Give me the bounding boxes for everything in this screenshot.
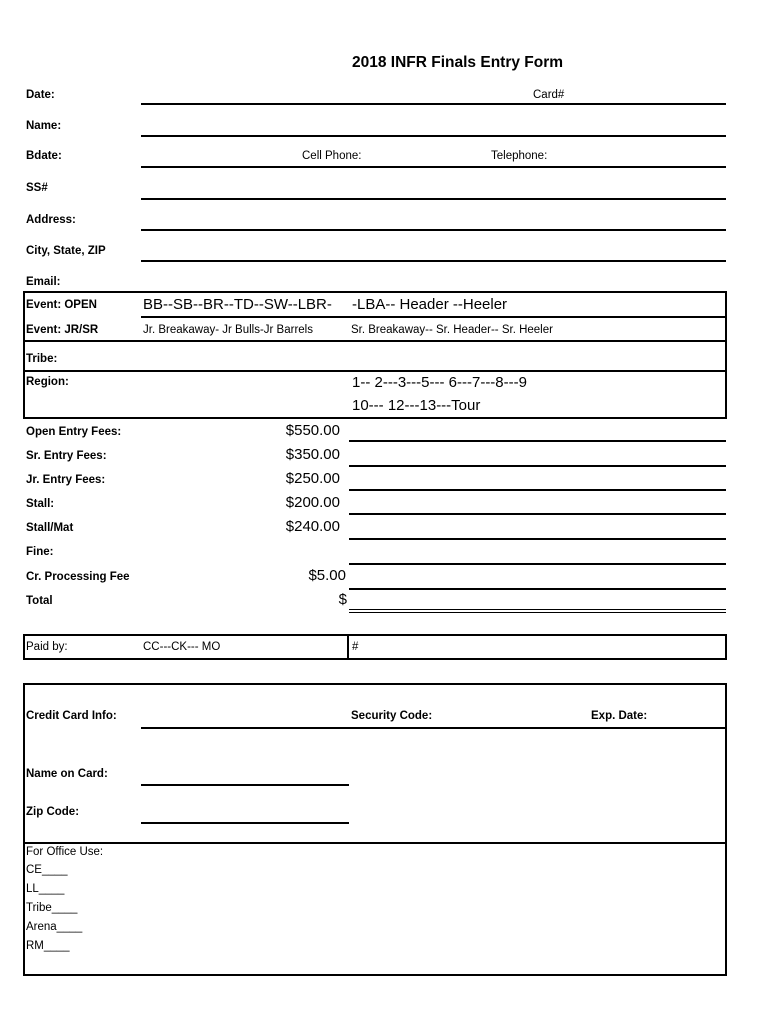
office-item-rm: RM____ [26, 940, 70, 952]
credit-card-field[interactable] [141, 727, 727, 729]
fee-label: Jr. Entry Fees: [26, 474, 106, 486]
date-label: Date: [26, 89, 55, 101]
paid-by-label: Paid by: [26, 641, 68, 653]
fee-field[interactable] [349, 489, 726, 491]
address-field[interactable] [141, 229, 726, 231]
fee-amount: $240.00 [285, 518, 340, 535]
office-item-ce: CE____ [26, 864, 68, 876]
ss-field[interactable] [141, 198, 726, 200]
name-on-card-field[interactable] [141, 784, 349, 786]
payment-methods[interactable]: CC---CK--- MO [143, 641, 221, 653]
fee-field[interactable] [349, 563, 726, 565]
card-label: Card# [533, 89, 565, 101]
fee-amount: $5.00 [308, 567, 346, 584]
security-code-label: Security Code: [351, 710, 433, 722]
tribe-label: Tribe: [26, 353, 58, 365]
fee-field[interactable] [349, 513, 726, 515]
email-label: Email: [26, 276, 61, 288]
cell-phone-label: Cell Phone: [302, 150, 362, 162]
office-use-title: For Office Use: [26, 846, 104, 858]
tribe-divider [23, 370, 727, 372]
event-jrsr-label: Event: JR/SR [26, 324, 99, 336]
total-field[interactable] [349, 609, 726, 610]
date-field[interactable] [141, 103, 726, 105]
address-label: Address: [26, 214, 76, 226]
event-open-options-a: BB--SB--BR--TD--SW--LBR- [143, 296, 332, 313]
event-jr-options: Jr. Breakaway- Jr Bulls-Jr Barrels [143, 324, 313, 336]
event-open-label: Event: OPEN [26, 299, 97, 311]
total-double-underline [349, 612, 726, 613]
credit-card-info-label: Credit Card Info: [26, 710, 117, 722]
bdate-field[interactable] [141, 166, 726, 168]
telephone-label: Telephone: [491, 150, 548, 162]
fee-amount: $350.00 [285, 446, 340, 463]
zip-code-label: Zip Code: [26, 806, 80, 818]
office-item-arena: Arena____ [26, 921, 83, 933]
fee-field[interactable] [349, 588, 726, 590]
fee-label: Open Entry Fees: [26, 426, 122, 438]
region-options-b: 10--- 12---13---Tour [352, 397, 481, 414]
events-divider [141, 316, 726, 318]
region-label: Region: [26, 376, 69, 388]
payment-number-label: # [352, 641, 359, 653]
office-item-ll: LL____ [26, 883, 65, 895]
fee-label: Sr. Entry Fees: [26, 450, 107, 462]
office-divider [23, 842, 727, 844]
office-item-tribe: Tribe____ [26, 902, 78, 914]
fee-field[interactable] [349, 465, 726, 467]
ss-label: SS# [26, 182, 48, 194]
zip-code-field[interactable] [141, 822, 349, 824]
fee-label: Stall/Mat [26, 522, 74, 534]
event-sr-options: Sr. Breakaway-- Sr. Header-- Sr. Heeler [351, 324, 553, 336]
fee-label: Fine: [26, 546, 54, 558]
fee-label: Total [26, 595, 53, 607]
city-state-zip-label: City, State, ZIP [26, 245, 106, 257]
fee-amount: $200.00 [285, 494, 340, 511]
bdate-label: Bdate: [26, 150, 62, 162]
fee-amount: $250.00 [285, 470, 340, 487]
fee-amount: $550.00 [285, 422, 340, 439]
fee-field[interactable] [349, 440, 726, 442]
name-on-card-label: Name on Card: [26, 768, 108, 780]
fee-field[interactable] [349, 538, 726, 540]
event-open-options-b: -LBA-- Header --Heeler [352, 296, 508, 313]
city-state-zip-field[interactable] [141, 260, 726, 262]
page-title: 2018 INFR Finals Entry Form [352, 54, 564, 71]
paid-by-box [23, 634, 727, 660]
fee-label: Cr. Processing Fee [26, 571, 130, 583]
name-label: Name: [26, 120, 62, 132]
name-field[interactable] [141, 135, 726, 137]
fee-amount: $ [338, 591, 347, 608]
fee-label: Stall: [26, 498, 55, 510]
exp-date-label: Exp. Date: [591, 710, 648, 722]
paid-by-divider [347, 634, 349, 660]
region-options-a: 1-- 2---3---5--- 6---7---8---9 [352, 374, 527, 391]
